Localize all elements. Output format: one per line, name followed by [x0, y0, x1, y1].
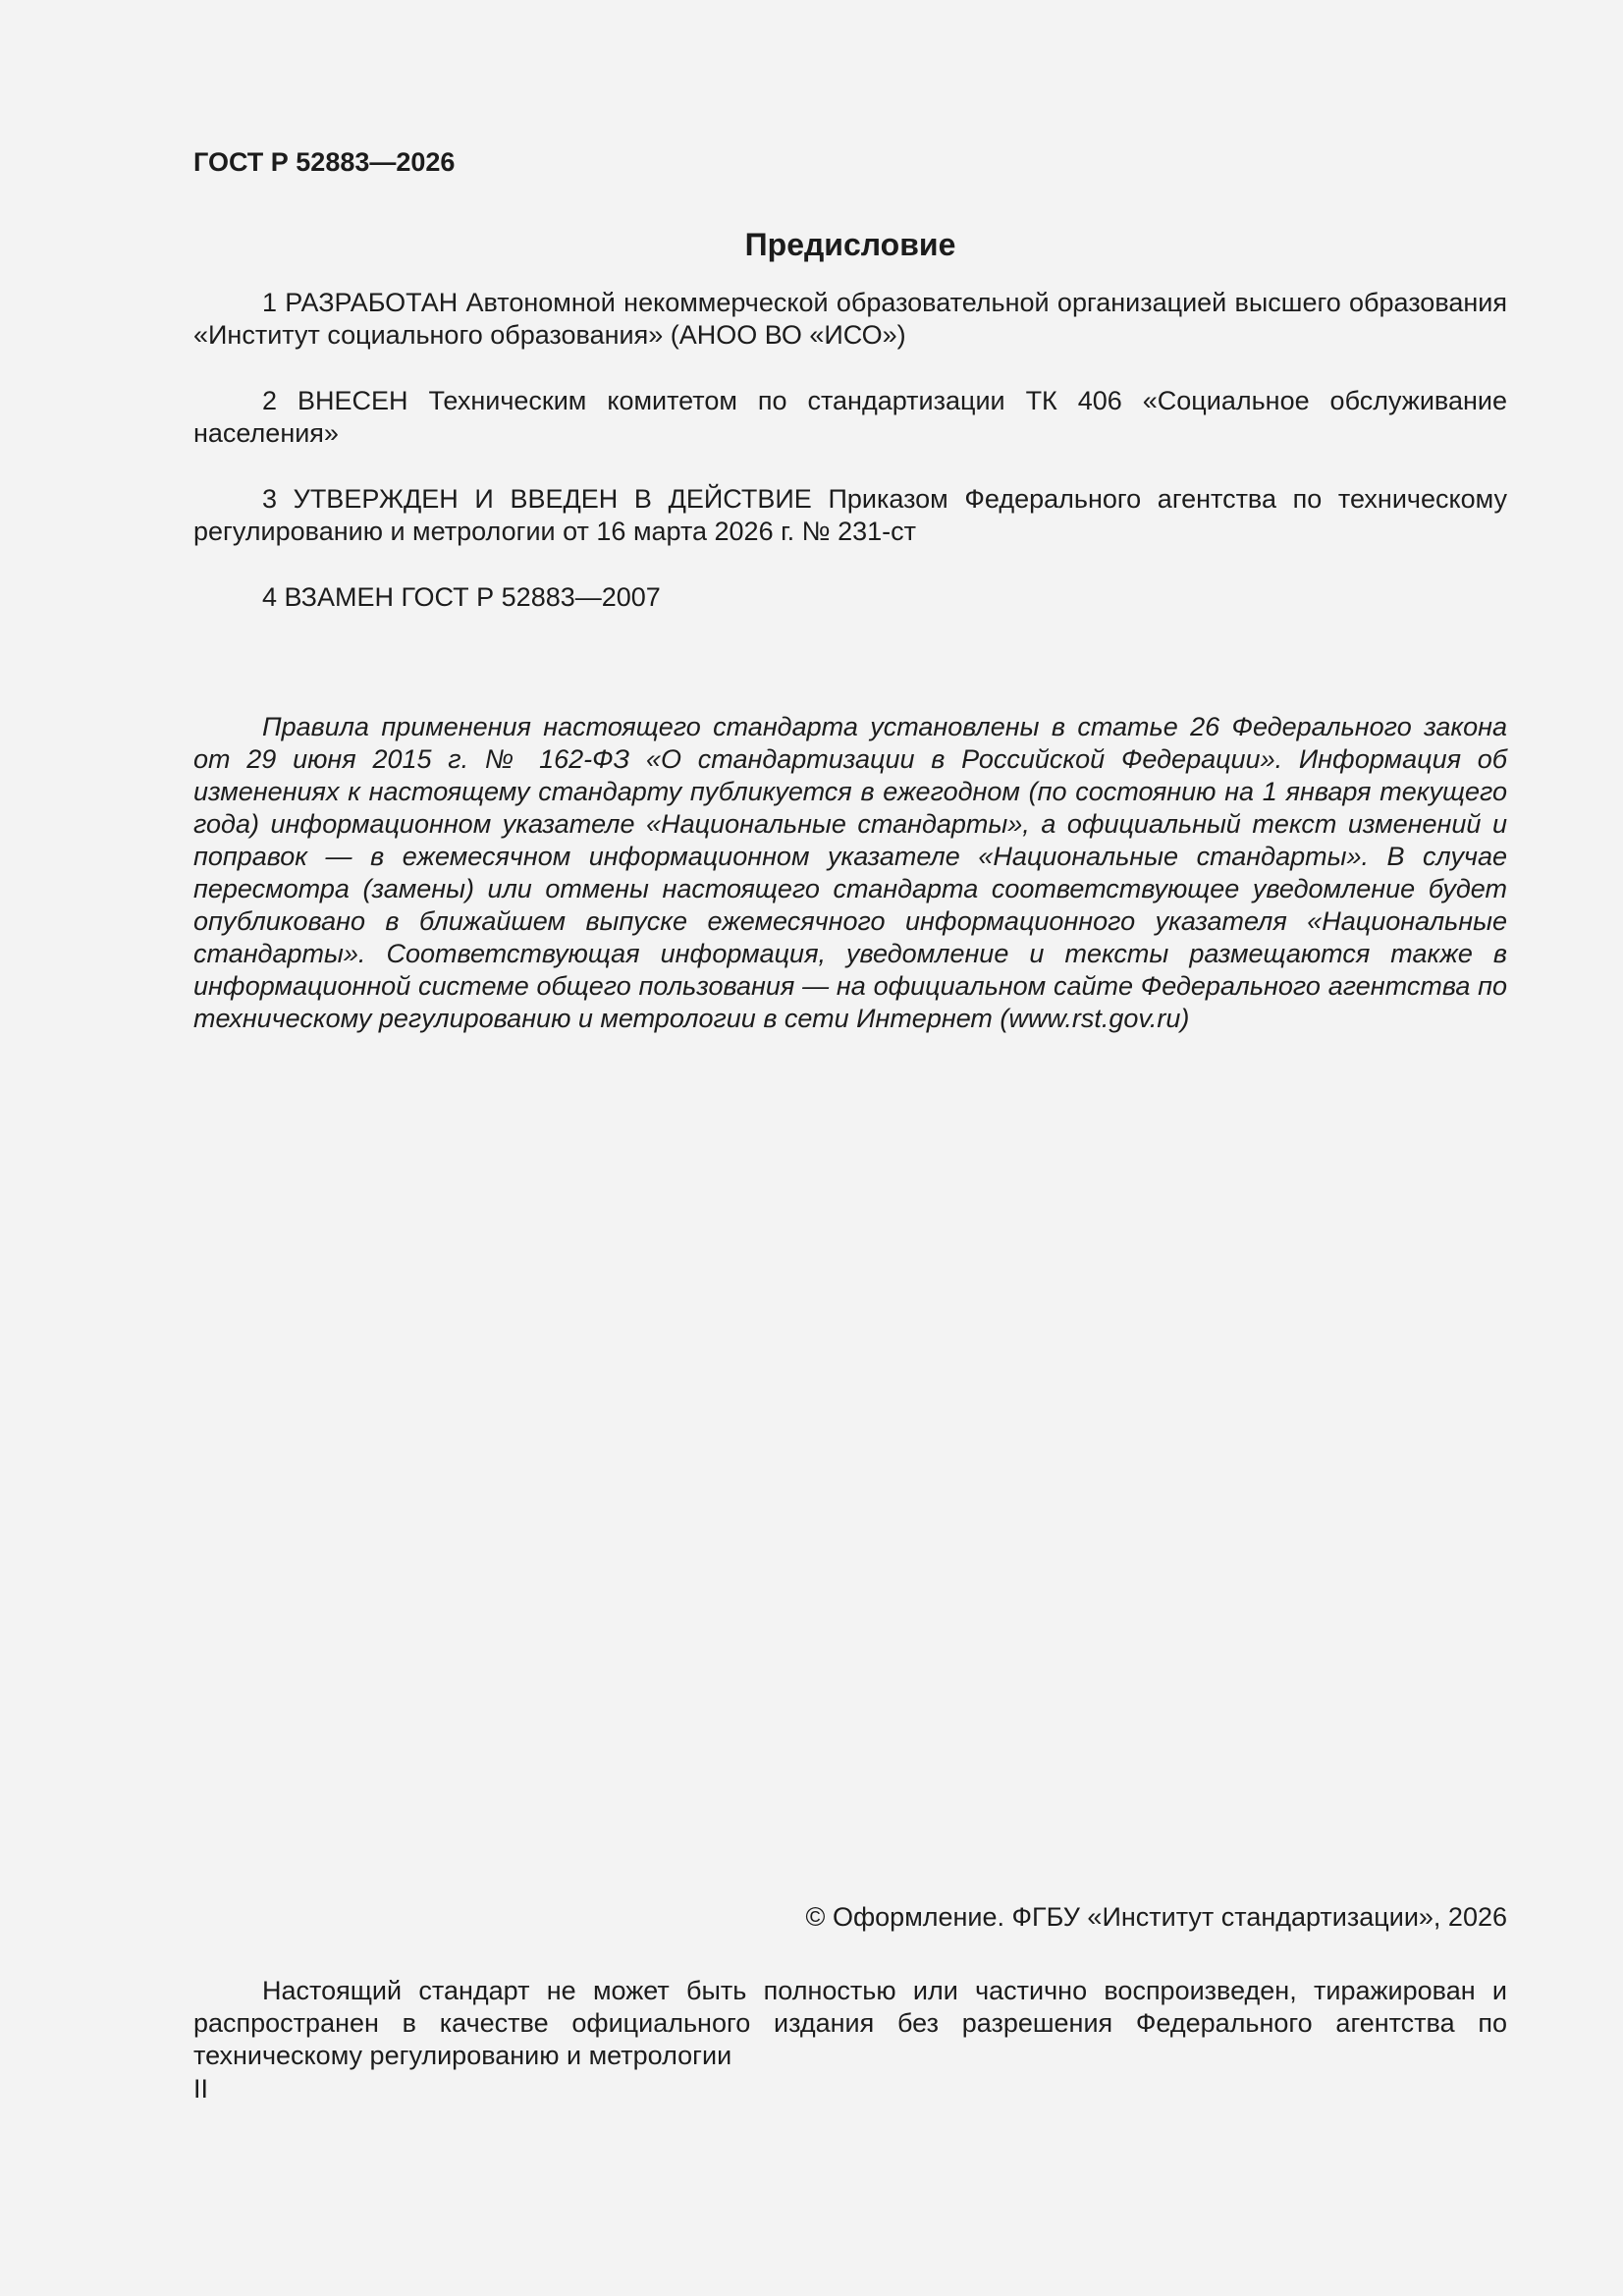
page-number: II [193, 2074, 209, 2104]
document-code-header: ГОСТ Р 52883—2026 [193, 147, 456, 177]
copyright-line: © Оформление. ФГБУ «Институт стандартизации», 2026 [805, 1902, 1507, 1932]
reproduction-notice: Настоящий стандарт не может быть полностью или частично воспроизведен, тиражирован и распространен в качестве официального издания без разрешения Федерального агентства по техническому регулированию и метрологии [193, 1976, 1507, 2070]
preface-title: Предисловие [744, 227, 956, 262]
preface-item-4: 4 ВЗАМЕН ГОСТ Р 52883—2007 [262, 582, 661, 612]
preface-item-3: 3 УТВЕРЖДЕН И ВВЕДЕН В ДЕЙСТВИЕ Приказом Федерального агентства по техническому регулированию и метрологии от 16 марта 2026 г. № 231-ст [193, 484, 1507, 546]
standard-rules-note: Правила применения настоящего стандарта установлены в статье 26 Федерального закона от 29 июня 2015 г. № 162-ФЗ «О стандартизации в Российской Федерации». Информация об изменениях к настоящему стандарту публикуется в ежегодном (по состоянию на 1 января текущего года) информационном указателе «Национальные стандарты», а официальный текст изменений и поправок — в ежемесячном информационном указателе «Национальные стандарты». В случае пересмотра (замены) или отмены настоящего стандарта соответствующее уведомление будет опубликовано в ближайшем выпуске ежемесячного информационного указателя «Национальные стандарты». Соответствующая информация, уведомление и тексты размещаются также в информационной системе общего пользования — на официальном сайте Федерального агентства по техническому регулированию и метрологии в сети Интернет (www.rst.gov.ru) [193, 712, 1507, 1033]
preface-item-1: 1 РАЗРАБОТАН Автономной некоммерческой образовательной организацией высшего образования «Институт социального образования» (АНОО ВО «ИСО») [193, 288, 1507, 350]
preface-item-2: 2 ВНЕСЕН Техническим комитетом по стандартизации ТК 406 «Социальное обслуживание населения» [193, 386, 1507, 448]
